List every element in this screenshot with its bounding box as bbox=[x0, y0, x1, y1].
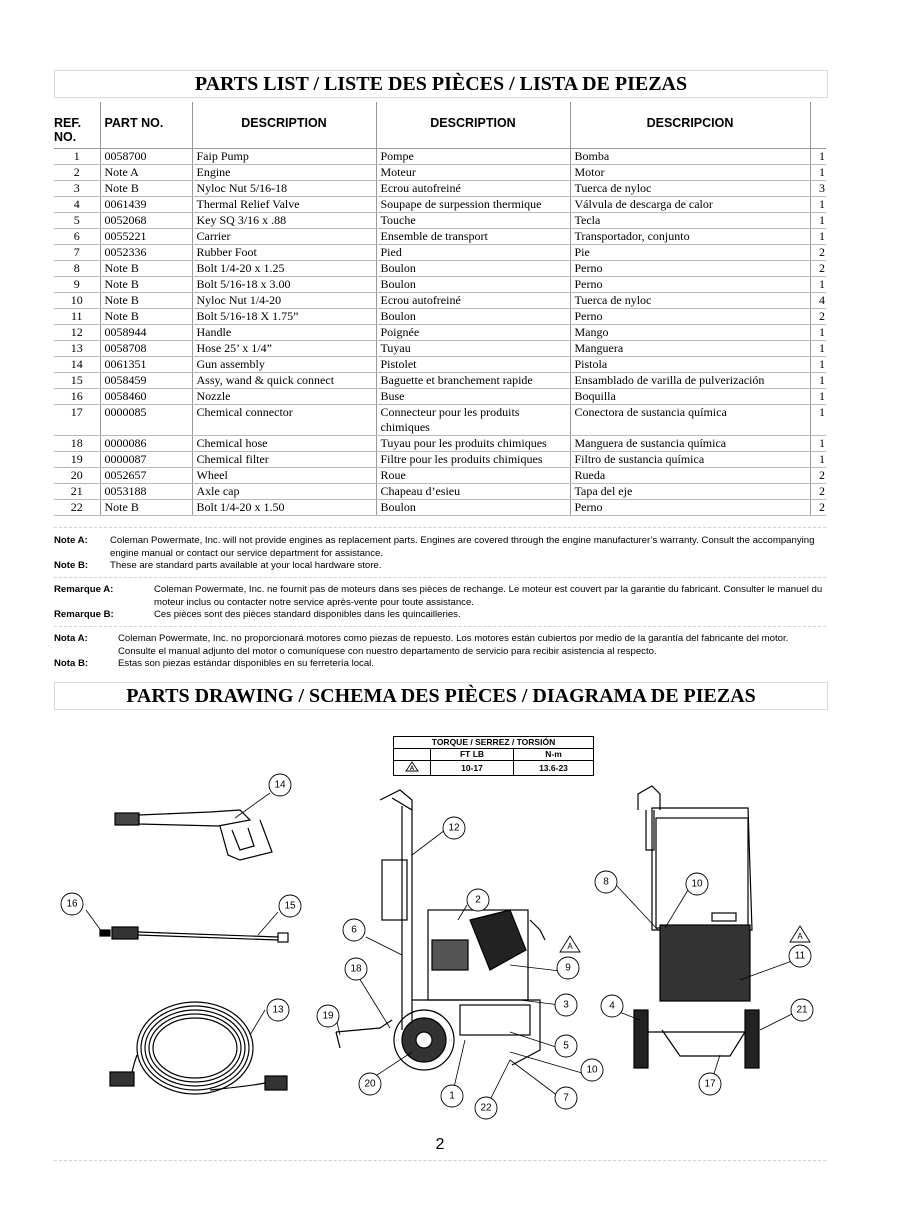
cell-part-no: Note B bbox=[100, 181, 192, 197]
cell-description-en: Carrier bbox=[192, 229, 376, 245]
cell-ref-no: 18 bbox=[54, 436, 100, 452]
cell-ref-no: 8 bbox=[54, 261, 100, 277]
cell-description-es: Perno bbox=[570, 500, 810, 516]
cell-part-no: 0052336 bbox=[100, 245, 192, 261]
cell-description-es: Válvula de descarga de calor bbox=[570, 197, 810, 213]
cell-qty: 1 bbox=[810, 213, 826, 229]
callout-10 bbox=[686, 873, 708, 895]
divider bbox=[54, 527, 826, 528]
cell-description-en: Nozzle bbox=[192, 389, 376, 405]
cell-qty: 1 bbox=[810, 149, 826, 165]
table-row bbox=[54, 325, 826, 341]
table-row bbox=[54, 165, 826, 181]
cell-description-en: Bolt 5/16-18 x 3.00 bbox=[192, 277, 376, 293]
cell-ref-no: 4 bbox=[54, 197, 100, 213]
svg-text:10: 10 bbox=[586, 1064, 598, 1076]
callout-20 bbox=[359, 1073, 381, 1095]
cell-part-no: 0058460 bbox=[100, 389, 192, 405]
cell-ref-no: 21 bbox=[54, 484, 100, 500]
cell-ref-no: 16 bbox=[54, 389, 100, 405]
cell-description-fr: Boulon bbox=[376, 261, 570, 277]
parts-table bbox=[54, 102, 826, 516]
callout-3 bbox=[555, 994, 577, 1016]
cell-ref-no: 2 bbox=[54, 165, 100, 181]
cell-description-es: Tuerca de nyloc bbox=[570, 181, 810, 197]
cell-description-fr: Boulon bbox=[376, 500, 570, 516]
cell-description-fr: Moteur bbox=[376, 165, 570, 181]
cell-description-fr: Tuyau pour les produits chimiques bbox=[376, 436, 570, 452]
cell-part-no: 0058459 bbox=[100, 373, 192, 389]
note-label: Nota B: bbox=[54, 658, 89, 669]
header-ref-no: REF. NO. bbox=[54, 102, 100, 149]
torque-warning-icon bbox=[560, 936, 580, 952]
cell-description-fr: Boulon bbox=[376, 277, 570, 293]
callout-9 bbox=[557, 957, 579, 979]
header-part-no: PART NO. bbox=[100, 102, 192, 149]
svg-text:4: 4 bbox=[609, 1000, 615, 1012]
cell-description-es: Boquilla bbox=[570, 389, 810, 405]
cell-description-en: Bolt 1/4-20 x 1.25 bbox=[192, 261, 376, 277]
cell-description-en: Engine bbox=[192, 165, 376, 181]
cell-description-es: Manguera bbox=[570, 341, 810, 357]
cell-description-en: Bolt 1/4-20 x 1.50 bbox=[192, 500, 376, 516]
table-row bbox=[54, 452, 826, 468]
footer-divider bbox=[54, 1160, 826, 1161]
svg-text:17: 17 bbox=[704, 1078, 716, 1090]
wand-drawing bbox=[100, 927, 288, 942]
cell-description-en: Thermal Relief Valve bbox=[192, 197, 376, 213]
callout-4 bbox=[601, 995, 623, 1017]
table-row bbox=[54, 468, 826, 484]
table-row bbox=[54, 261, 826, 277]
cell-description-es: Pie bbox=[570, 245, 810, 261]
cell-description-en: Axle cap bbox=[192, 484, 376, 500]
cell-ref-no: 14 bbox=[54, 357, 100, 373]
svg-text:8: 8 bbox=[603, 876, 609, 888]
table-row bbox=[54, 149, 826, 165]
cell-description-es: Perno bbox=[570, 277, 810, 293]
table-row bbox=[54, 436, 826, 452]
table-row bbox=[54, 293, 826, 309]
note-text: Coleman Powermate, Inc. will not provide engines as replacement parts. Engines are covered through the engine manufacturer’s warranty. Consult the accompanying engine manual or contact our service department for assistance. bbox=[110, 535, 815, 559]
cell-part-no: Note B bbox=[100, 500, 192, 516]
cell-qty: 1 bbox=[810, 325, 826, 341]
cell-ref-no: 19 bbox=[54, 452, 100, 468]
svg-text:7: 7 bbox=[563, 1092, 569, 1104]
cell-description-es: Filtro de sustancia química bbox=[570, 452, 810, 468]
cell-description-en: Gun assembly bbox=[192, 357, 376, 373]
header-qty bbox=[810, 102, 826, 149]
cell-description-es: Mango bbox=[570, 325, 810, 341]
cell-qty: 2 bbox=[810, 468, 826, 484]
table-row bbox=[54, 373, 826, 389]
cell-description-fr: Boulon bbox=[376, 309, 570, 325]
note-text: Coleman Powermate, Inc. no proporcionará motores como piezas de repuesto. Los motores están cubiertos por medio de la garantía del fabricante del motor. Consulte el manual adjunto del motor o comuníquese con nuestro departamento de servicio para recibir asistencia al respecto. bbox=[118, 633, 789, 657]
note-text: Ces pièces sont des pièces standard disponibles dans les quincailleries. bbox=[154, 609, 461, 620]
cell-qty: 1 bbox=[810, 165, 826, 181]
cell-description-en: Hose 25’ x 1/4” bbox=[192, 341, 376, 357]
cell-ref-no: 11 bbox=[54, 309, 100, 325]
cell-description-en: Wheel bbox=[192, 468, 376, 484]
cell-ref-no: 6 bbox=[54, 229, 100, 245]
svg-text:A: A bbox=[409, 766, 415, 772]
svg-text:A: A bbox=[797, 932, 803, 941]
cell-qty: 1 bbox=[810, 229, 826, 245]
table-row bbox=[54, 405, 826, 436]
cell-part-no: 0052657 bbox=[100, 468, 192, 484]
note-label: Note B: bbox=[54, 560, 89, 571]
cell-description-es: Perno bbox=[570, 309, 810, 325]
cell-qty: 2 bbox=[810, 500, 826, 516]
callout-18 bbox=[345, 958, 367, 980]
cell-ref-no: 15 bbox=[54, 373, 100, 389]
svg-text:5: 5 bbox=[563, 1040, 569, 1052]
cell-description-es: Tuerca de nyloc bbox=[570, 293, 810, 309]
parts-table-body bbox=[54, 149, 826, 516]
cell-description-fr: Tuyau bbox=[376, 341, 570, 357]
cell-description-fr: Ecrou autofreiné bbox=[376, 293, 570, 309]
divider bbox=[54, 577, 826, 578]
cell-part-no: 0058700 bbox=[100, 149, 192, 165]
note-label: Remarque B: bbox=[54, 609, 114, 620]
cell-description-en: Faip Pump bbox=[192, 149, 376, 165]
cell-description-es: Bomba bbox=[570, 149, 810, 165]
svg-text:12: 12 bbox=[448, 822, 460, 834]
cell-description-en: Chemical filter bbox=[192, 452, 376, 468]
cell-ref-no: 17 bbox=[54, 405, 100, 436]
table-header-row bbox=[54, 102, 826, 149]
pressure-washer-front-drawing bbox=[634, 786, 759, 1068]
cell-description-fr: Buse bbox=[376, 389, 570, 405]
cell-description-fr: Pied bbox=[376, 245, 570, 261]
cell-qty: 1 bbox=[810, 405, 826, 436]
note-label: Nota A: bbox=[54, 633, 88, 644]
cell-qty: 1 bbox=[810, 197, 826, 213]
cell-qty: 4 bbox=[810, 293, 826, 309]
cell-part-no: Note A bbox=[100, 165, 192, 181]
callout-15 bbox=[279, 895, 301, 917]
svg-text:3: 3 bbox=[563, 999, 569, 1011]
cell-qty: 2 bbox=[810, 261, 826, 277]
torque-warning-icon bbox=[790, 926, 810, 942]
cell-ref-no: 12 bbox=[54, 325, 100, 341]
cell-part-no: 0000085 bbox=[100, 405, 192, 436]
cell-description-fr: Pompe bbox=[376, 149, 570, 165]
cell-description-fr: Connecteur pour les produits chimiques bbox=[376, 405, 570, 436]
torque-header-ftlb: FT LB bbox=[431, 749, 514, 761]
note-label: Note A: bbox=[54, 535, 88, 546]
cell-description-fr: Roue bbox=[376, 468, 570, 484]
parts-drawing-title: PARTS DRAWING / SCHEMA DES PIÈCES / DIAGRAMA DE PIEZAS bbox=[54, 682, 828, 710]
cell-ref-no: 5 bbox=[54, 213, 100, 229]
notes-english bbox=[54, 535, 826, 573]
cell-part-no: Note B bbox=[100, 309, 192, 325]
cell-description-es: Perno bbox=[570, 261, 810, 277]
cell-description-fr: Poignée bbox=[376, 325, 570, 341]
cell-ref-no: 10 bbox=[54, 293, 100, 309]
notes-spanish bbox=[54, 633, 826, 671]
cell-description-en: Key SQ 3/16 x .88 bbox=[192, 213, 376, 229]
table-row bbox=[54, 484, 826, 500]
header-description-fr: DESCRIPTION bbox=[376, 102, 570, 149]
callout-19 bbox=[317, 1005, 339, 1027]
cell-ref-no: 7 bbox=[54, 245, 100, 261]
cell-description-es: Rueda bbox=[570, 468, 810, 484]
parts-list-title: PARTS LIST / LISTE DES PIÈCES / LISTA DE PIEZAS bbox=[54, 70, 828, 98]
cell-qty: 2 bbox=[810, 309, 826, 325]
callout-5 bbox=[555, 1035, 577, 1057]
cell-qty: 1 bbox=[810, 373, 826, 389]
cell-part-no: 0052068 bbox=[100, 213, 192, 229]
svg-text:22: 22 bbox=[480, 1102, 492, 1114]
cell-ref-no: 9 bbox=[54, 277, 100, 293]
cell-description-es: Motor bbox=[570, 165, 810, 181]
table-row bbox=[54, 277, 826, 293]
table-row bbox=[54, 309, 826, 325]
svg-text:2: 2 bbox=[475, 894, 481, 906]
table-row bbox=[54, 229, 826, 245]
svg-text:1: 1 bbox=[449, 1090, 455, 1102]
note-text: Estas son piezas estándar disponibles en su ferretería local. bbox=[118, 658, 374, 669]
header-description-es: DESCRIPCION bbox=[570, 102, 810, 149]
cell-description-en: Chemical hose bbox=[192, 436, 376, 452]
cell-ref-no: 22 bbox=[54, 500, 100, 516]
cell-description-en: Nyloc Nut 1/4-20 bbox=[192, 293, 376, 309]
cell-description-fr: Chapeau d’esieu bbox=[376, 484, 570, 500]
cell-qty: 1 bbox=[810, 277, 826, 293]
svg-text:19: 19 bbox=[322, 1010, 334, 1022]
cell-part-no: Note B bbox=[100, 261, 192, 277]
cell-description-es: Ensamblado de varilla de pulverización bbox=[570, 373, 810, 389]
svg-text:18: 18 bbox=[350, 963, 362, 975]
header-description-en: DESCRIPTION bbox=[192, 102, 376, 149]
cell-qty: 2 bbox=[810, 245, 826, 261]
cell-description-es: Tapa del eje bbox=[570, 484, 810, 500]
cell-qty: 1 bbox=[810, 389, 826, 405]
cell-description-es: Pistola bbox=[570, 357, 810, 373]
callout-22 bbox=[475, 1097, 497, 1119]
cell-description-fr: Baguette et branchement rapide bbox=[376, 373, 570, 389]
cell-description-es: Transportador, conjunto bbox=[570, 229, 810, 245]
cell-part-no: 0061351 bbox=[100, 357, 192, 373]
callout-10 bbox=[581, 1059, 603, 1081]
cell-qty: 1 bbox=[810, 341, 826, 357]
cell-qty: 1 bbox=[810, 436, 826, 452]
cell-part-no: Note B bbox=[100, 277, 192, 293]
torque-header-nm: N-m bbox=[514, 749, 594, 761]
table-row bbox=[54, 181, 826, 197]
divider bbox=[54, 626, 826, 627]
callout-7 bbox=[555, 1087, 577, 1109]
cell-part-no: 0058708 bbox=[100, 341, 192, 357]
cell-qty: 3 bbox=[810, 181, 826, 197]
table-row bbox=[54, 357, 826, 373]
svg-text:15: 15 bbox=[284, 900, 296, 912]
torque-title: TORQUE / SERREZ / TORSIÓN bbox=[394, 737, 594, 749]
cell-part-no: Note B bbox=[100, 293, 192, 309]
cell-ref-no: 20 bbox=[54, 468, 100, 484]
svg-text:14: 14 bbox=[274, 779, 286, 791]
note-label: Remarque A: bbox=[54, 584, 114, 595]
notes-french bbox=[54, 584, 826, 622]
cell-description-en: Bolt 5/16-18 X 1.75” bbox=[192, 309, 376, 325]
svg-text:16: 16 bbox=[66, 898, 78, 910]
callout-1 bbox=[441, 1085, 463, 1107]
cell-part-no: 0000086 bbox=[100, 436, 192, 452]
callout-14 bbox=[269, 774, 291, 796]
cell-part-no: 0000087 bbox=[100, 452, 192, 468]
svg-text:9: 9 bbox=[565, 962, 571, 974]
callout-21 bbox=[791, 999, 813, 1021]
callout-8 bbox=[595, 871, 617, 893]
cell-description-en: Chemical connector bbox=[192, 405, 376, 436]
cell-description-en: Nyloc Nut 5/16-18 bbox=[192, 181, 376, 197]
hose-drawing bbox=[110, 1002, 287, 1094]
callout-12 bbox=[443, 817, 465, 839]
cell-ref-no: 3 bbox=[54, 181, 100, 197]
svg-text:11: 11 bbox=[794, 950, 806, 962]
svg-text:21: 21 bbox=[796, 1004, 808, 1016]
callout-16 bbox=[61, 893, 83, 915]
cell-description-en: Assy, wand & quick connect bbox=[192, 373, 376, 389]
svg-text:20: 20 bbox=[364, 1078, 376, 1090]
cell-description-es: Tecla bbox=[570, 213, 810, 229]
note-text: Coleman Powermate, Inc. ne fournit pas de moteurs dans ses pièces de rechange. Le moteur est couvert par la garantie du fabricant. Consulter le manuel du moteur inclus ou contacter notre service après-vente pour toute assistance. bbox=[154, 584, 823, 608]
svg-text:6: 6 bbox=[351, 924, 357, 936]
cell-ref-no: 13 bbox=[54, 341, 100, 357]
torque-value-nm: 13.6-23 bbox=[514, 761, 594, 776]
cell-description-en: Handle bbox=[192, 325, 376, 341]
callout-11 bbox=[789, 945, 811, 967]
table-row bbox=[54, 500, 826, 516]
table-row bbox=[54, 245, 826, 261]
cell-description-es: Manguera de sustancia química bbox=[570, 436, 810, 452]
cell-qty: 1 bbox=[810, 452, 826, 468]
parts-drawing bbox=[40, 770, 840, 1130]
page-number: 2 bbox=[435, 1136, 445, 1153]
cell-description-fr: Soupape de surpession thermique bbox=[376, 197, 570, 213]
svg-text:A: A bbox=[567, 942, 573, 951]
cell-part-no: 0053188 bbox=[100, 484, 192, 500]
cell-qty: 1 bbox=[810, 357, 826, 373]
cell-part-no: 0061439 bbox=[100, 197, 192, 213]
cell-description-fr: Filtre pour les produits chimiques bbox=[376, 452, 570, 468]
callout-17 bbox=[699, 1073, 721, 1095]
cell-ref-no: 1 bbox=[54, 149, 100, 165]
pressure-washer-side-drawing bbox=[336, 790, 545, 1070]
note-text: These are standard parts available at your local hardware store. bbox=[110, 560, 382, 571]
cell-part-no: 0055221 bbox=[100, 229, 192, 245]
cell-qty: 2 bbox=[810, 484, 826, 500]
callout-13 bbox=[267, 999, 289, 1021]
table-row bbox=[54, 341, 826, 357]
table-row bbox=[54, 213, 826, 229]
spray-gun-drawing bbox=[115, 810, 272, 860]
table-row bbox=[54, 197, 826, 213]
torque-value-ftlb: 10-17 bbox=[431, 761, 514, 776]
cell-part-no: 0058944 bbox=[100, 325, 192, 341]
cell-description-fr: Pistolet bbox=[376, 357, 570, 373]
table-row bbox=[54, 389, 826, 405]
torque-empty-cell bbox=[394, 749, 431, 761]
cell-description-es: Conectora de sustancia química bbox=[570, 405, 810, 436]
cell-description-fr: Ensemble de transport bbox=[376, 229, 570, 245]
callout-2 bbox=[467, 889, 489, 911]
svg-text:13: 13 bbox=[272, 1004, 284, 1016]
cell-description-en: Rubber Foot bbox=[192, 245, 376, 261]
cell-description-fr: Ecrou autofreiné bbox=[376, 181, 570, 197]
cell-description-fr: Touche bbox=[376, 213, 570, 229]
svg-text:10: 10 bbox=[691, 878, 703, 890]
callout-6 bbox=[343, 919, 365, 941]
